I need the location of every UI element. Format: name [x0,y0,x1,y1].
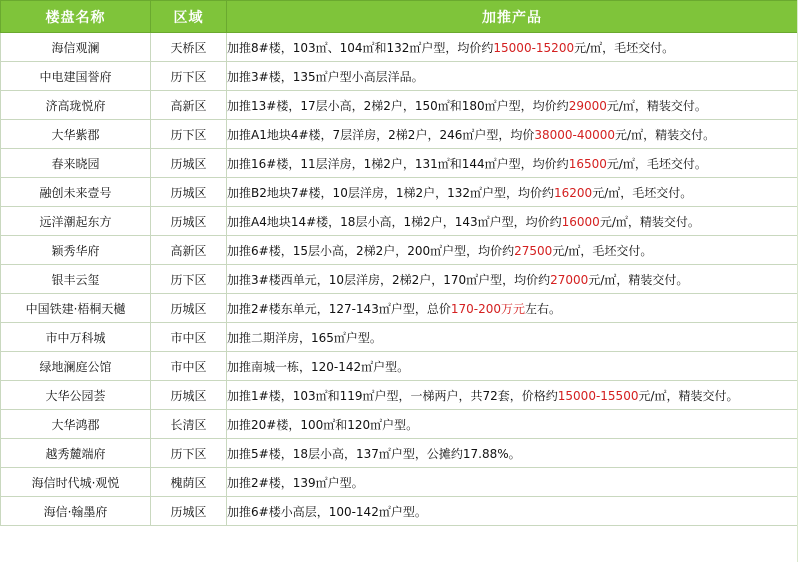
district: 历城区 [151,294,227,323]
district: 天桥区 [151,33,227,62]
product-description [227,410,798,439]
property-name: 济高珑悦府 [1,91,151,120]
table-body [1,33,798,526]
district: 历下区 [151,265,227,294]
property-name: 越秀麓端府 [1,439,151,468]
price-highlight: 27000 [550,272,589,287]
product-text: 加推1#楼，103㎡和119㎡户型，一梯两户，共72套，价格约 [227,388,558,403]
district: 市中区 [151,323,227,352]
property-name: 大华公园荟 [1,381,151,410]
property-name: 融创未来壹号 [1,178,151,207]
property-name: 中电建国誉府 [1,62,151,91]
product-description [227,62,798,91]
table-row [1,468,798,497]
property-name: 市中万科城 [1,323,151,352]
product-text: 加推16#楼，11层洋房，1梯2户，131㎡和144㎡户型，均价约 [227,156,569,171]
product-suffix: 元/㎡，毛坯交付。 [552,243,653,258]
property-name: 颖秀华府 [1,236,151,265]
product-suffix: 元/㎡，精装交付。 [615,127,716,142]
product-description [227,33,798,62]
property-name: 海信观澜 [1,33,151,62]
product-description [227,265,798,294]
product-description [227,207,798,236]
table-row [1,323,798,352]
price-highlight: 15000-15200 [493,40,575,55]
product-suffix: 元/㎡，精装交付。 [588,272,689,287]
table-row [1,91,798,120]
product-text: 加推3#楼，135㎡户型小高层洋品。 [227,69,424,84]
district: 长清区 [151,410,227,439]
district: 历城区 [151,381,227,410]
property-name: 大华紫郡 [1,120,151,149]
product-text: 加推13#楼，17层小高，2梯2户，150㎡和180㎡户型，均价约 [227,98,569,113]
table-row [1,381,798,410]
district: 槐荫区 [151,468,227,497]
district: 历下区 [151,120,227,149]
product-suffix: 元/㎡，精装交付。 [599,214,700,229]
property-name: 远洋潮起东方 [1,207,151,236]
product-description [227,178,798,207]
product-description [227,294,798,323]
product-description [227,91,798,120]
product-description [227,381,798,410]
product-description [227,439,798,468]
product-text: 加推6#楼小高层，100-142㎡户型。 [227,504,427,519]
price-highlight: 170-200万元 [450,301,525,316]
table-row [1,207,798,236]
district: 历城区 [151,497,227,526]
table-row [1,236,798,265]
product-suffix: 元/㎡，毛坯交付。 [592,185,693,200]
table-row [1,178,798,207]
product-suffix: 元/㎡，精装交付。 [606,98,707,113]
price-highlight: 16200 [554,185,593,200]
table-row [1,149,798,178]
product-text: 加推6#楼，15层小高，2梯2户，200㎡户型，均价约 [227,243,515,258]
table-row [1,265,798,294]
product-description [227,352,798,381]
price-highlight: 16500 [568,156,607,171]
district: 历城区 [151,207,227,236]
price-highlight: 27500 [514,243,553,258]
product-suffix: 左右。 [524,301,561,316]
product-text: 加推2#楼东单元，127-143㎡户型，总价 [227,301,451,316]
table-row [1,62,798,91]
header-row [1,1,798,33]
header-name: 楼盘名称 [1,1,151,33]
product-suffix: 元/㎡，毛坯交付。 [606,156,707,171]
product-text: 加推5#楼，18层小高，137㎡户型，公摊约17.88%。 [227,446,521,461]
property-name: 海信·翰墨府 [1,497,151,526]
district: 历下区 [151,439,227,468]
district: 历城区 [151,178,227,207]
district: 历城区 [151,149,227,178]
table-row [1,410,798,439]
table-row [1,120,798,149]
product-description [227,497,798,526]
price-highlight: 15000-15500 [557,388,639,403]
header-area: 区域 [151,1,227,33]
property-name: 银丰云玺 [1,265,151,294]
property-name: 海信时代城·观悦 [1,468,151,497]
district: 高新区 [151,236,227,265]
product-suffix: 元/㎡，精装交付。 [638,388,739,403]
price-highlight: 16000 [561,214,600,229]
product-text: 加推A4地块14#楼，18层小高，1梯2户，143㎡户型，均价约 [227,214,562,229]
product-text: 加推A1地块4#楼，7层洋房，2梯2户，246㎡户型，均价 [227,127,535,142]
table-row [1,294,798,323]
product-description [227,120,798,149]
district: 历下区 [151,62,227,91]
table-row [1,352,798,381]
district: 市中区 [151,352,227,381]
price-highlight: 38000-40000 [534,127,616,142]
district: 高新区 [151,91,227,120]
product-text: 加推20#楼，100㎡和120㎡户型。 [227,417,419,432]
product-text: 加推3#楼西单元，10层洋房，2梯2户，170㎡户型，均价约 [227,272,551,287]
product-description [227,149,798,178]
property-name: 春来晓园 [1,149,151,178]
product-description [227,323,798,352]
product-text: 加推2#楼，139㎡户型。 [227,475,364,490]
property-name: 大华鸿郡 [1,410,151,439]
property-name: 绿地澜庭公馆 [1,352,151,381]
product-text: 加推B2地块7#楼，10层洋房，1梯2户，132㎡户型，均价约 [227,185,555,200]
table-row [1,439,798,468]
product-description [227,236,798,265]
price-highlight: 29000 [568,98,607,113]
product-text: 加推8#楼，103㎡、104㎡和132㎡户型，均价约 [227,40,494,55]
product-text: 加推南城一栋，120-142㎡户型。 [227,359,410,374]
table-row [1,33,798,62]
product-suffix: 元/㎡，毛坯交付。 [574,40,675,55]
header-product: 加推产品 [227,1,798,33]
product-text: 加推二期洋房，165㎡户型。 [227,330,382,345]
property-name: 中国铁建·梧桐天樾 [1,294,151,323]
product-description [227,468,798,497]
table-row [1,497,798,526]
